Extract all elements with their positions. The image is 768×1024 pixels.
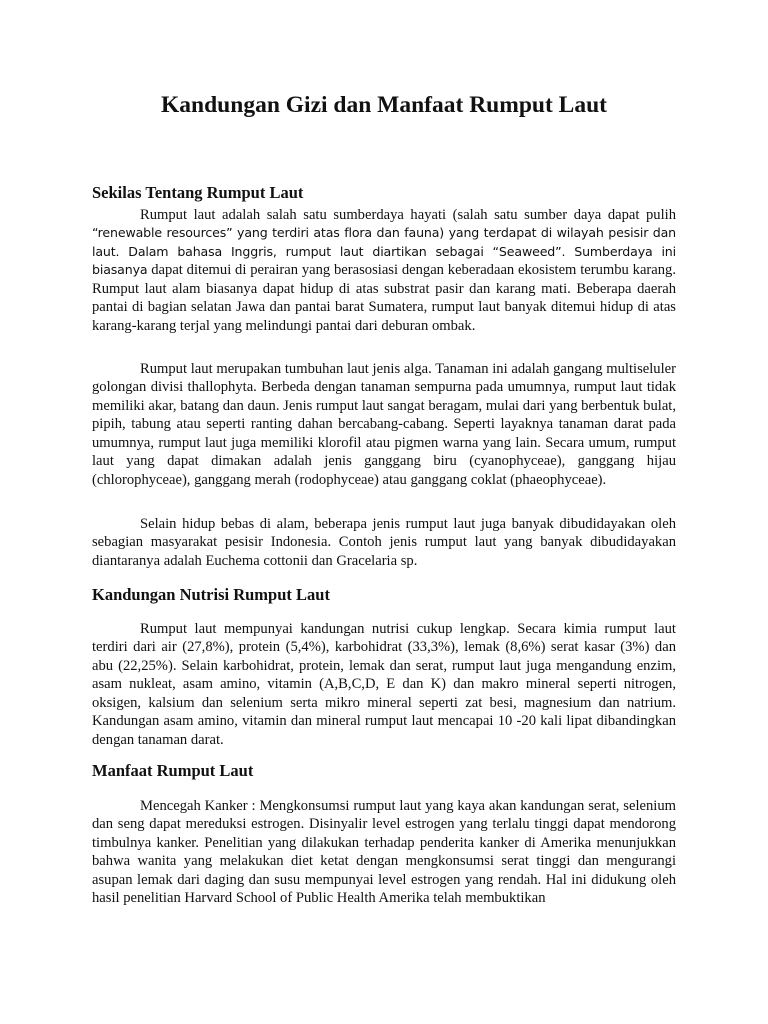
- document-title: Kandungan Gizi dan Manfaat Rumput Laut: [161, 92, 607, 118]
- paragraph-text: Rumput laut adalah salah satu sumberdaya hayati (salah satu sumber daya dapat pulih: [140, 207, 676, 223]
- paragraph-sekilas-1: [92, 206, 676, 335]
- paragraph-text-sans: “renewable resources” yang terdiri atas flora dan fauna) yang terdapat di wilayah pesisir dan laut. Dalam bahasa Inggris, rumput laut diartikan sebagai “Seaweed”. Sumberdaya ini biasanya: [92, 225, 676, 278]
- section-heading-nutrisi: Kandungan Nutrisi Rumput Laut: [92, 585, 330, 604]
- section-heading-manfaat: Manfaat Rumput Laut: [92, 761, 254, 780]
- section-heading-sekilas: Sekilas Tentang Rumput Laut: [92, 183, 304, 202]
- paragraph-manfaat-1: Mencegah Kanker : Mengkonsumsi rumput laut yang kaya akan kandungan serat, selenium dan seng dapat mereduksi estrogen. Disinyalir level estrogen yang terlalu tinggi dapat mendorong timbulnya kanker. Penelitian yang dilakukan terhadap penderita kanker di Amerika menunjukkan bahwa wanita yang melakukan diet ketat dengan mengkonsumsi serat tinggi dan mengurangi asupan lemak dari daging dan susu mempunyai level estrogen yang rendah. Hal ini didukung oleh hasil penelitian Harvard School of Public Health Amerika telah membuktikan: [92, 798, 676, 907]
- paragraph-sekilas-2: Rumput laut merupakan tumbuhan laut jenis alga. Tanaman ini adalah gangang multiseluler golongan divisi thallophyta. Berbeda dengan tanaman sempurna pada umumnya, rumput laut tidak memiliki akar, batang dan daun. Jenis rumput laut sangat beragam, mulai dari yang berbentuk bulat, pipih, tabung atau seperti ranting dahan bercabang-cabang. Seperti layaknya tanaman darat pada umumnya, rumput laut juga memiliki klorofil atau pigmen warna yang lain. Secara umum, rumput laut yang dapat dimakan adalah jenis ganggang biru (cyanophyceae), ganggang hijau (chlorophyceae), ganggang merah (rodophyceae) atau ganggang coklat (phaeophyceae).: [92, 361, 676, 488]
- paragraph-sekilas-3: Selain hidup bebas di alam, beberapa jenis rumput laut juga banyak dibudidayakan oleh sebagian masyarakat pesisir Indonesia. Contoh jenis rumput laut yang banyak dibudidayakan diantaranya adalah Euchema cottonii dan Gracelaria sp.: [92, 516, 676, 569]
- paragraph-text: dapat ditemui di perairan yang berasosiasi dengan keberadaan ekosistem terumbu karang. Rumput laut alam biasanya dapat hidup di atas substrat pasir dan karang mati. Beberapa daerah pantai di bagian selatan Jawa dan pantai barat Sumatera, rumput laut banyak ditemui hidup di atas karang-karang terjal yang melindungi pantai dari deburan ombak.: [92, 262, 676, 334]
- paragraph-nutrisi-1: Rumput laut mempunyai kandungan nutrisi cukup lengkap. Secara kimia rumput laut terdiri dari air (27,8%), protein (5,4%), karbohidrat (33,3%), lemak (8,6%) serat kasar (3%) dan abu (22,25%). Selain karbohidrat, protein, lemak dan serat, rumput laut juga mengandung enzim, asam nukleat, asam amino, vitamin (A,B,C,D, E dan K) dan makro mineral seperti nitrogen, oksigen, kalsium dan selenium serta mikro mineral seperti zat besi, magnesium dan natrium. Kandungan asam amino, vitamin dan mineral rumput laut mencapai 10 -20 kali lipat dibandingkan dengan tanaman darat.: [92, 621, 676, 748]
